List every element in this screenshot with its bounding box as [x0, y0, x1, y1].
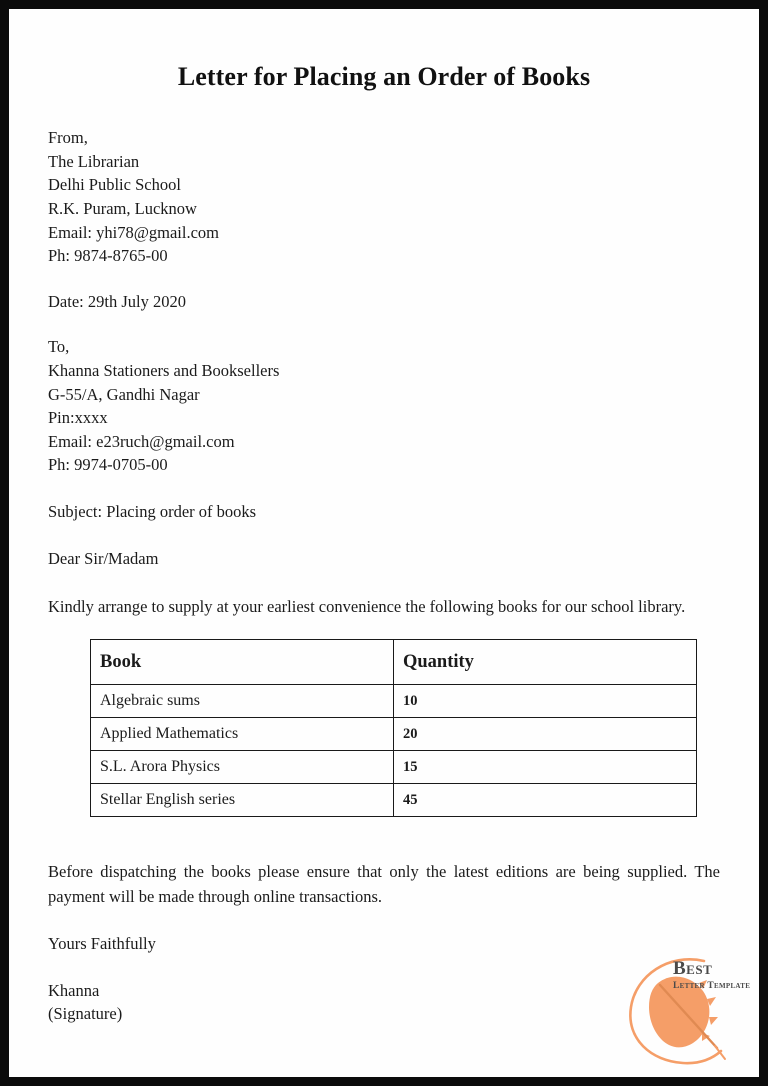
sender-line-street: R.K. Puram, Lucknow: [48, 198, 197, 218]
letter-sheet: [9, 9, 759, 1077]
recipient-line-pin: Pin:xxxx: [48, 408, 108, 428]
sender-line-designation: The Librarian: [48, 151, 140, 171]
intro-paragraph: Kindly arrange to supply at your earliest convenience the following books for our school library.: [48, 597, 686, 617]
brand-tagline: Letter Template: [673, 981, 751, 991]
sender-line-email: Email: yhi78@gmail.com: [48, 222, 220, 242]
cell-book-name: Applied Mathematics: [91, 718, 394, 751]
cell-book-quantity: 20: [394, 718, 697, 751]
sender-address-block: [48, 126, 720, 268]
table-row: [91, 685, 697, 718]
recipient-line-phone: Ph: 9974-0705-00: [48, 455, 168, 475]
sender-line-phone: Ph: 9874-8765-00: [48, 246, 168, 266]
cell-book-name: Algebraic sums: [91, 685, 394, 718]
page-title: Letter for Placing an Order of Books: [177, 62, 591, 91]
cell-book-quantity: 15: [394, 751, 697, 784]
subject-line: Subject: Placing order of books: [48, 501, 257, 521]
column-header-book: Book: [91, 640, 394, 685]
recipient-line-street: G-55/A, Gandhi Nagar: [48, 384, 200, 404]
table-header-row: [91, 640, 697, 685]
brand-text: [673, 959, 750, 992]
recipient-line-email: Email: e23ruch@gmail.com: [48, 431, 235, 451]
brand-name: Best: [673, 958, 713, 979]
cell-book-name: Stellar English series: [91, 784, 394, 817]
closing-paragraph: Before dispatching the books please ensure that only the latest editions are being supplied. The payment will be made through online transactions.: [48, 862, 720, 907]
sender-line-organization: Delhi Public School: [48, 175, 181, 195]
signature-note: (Signature): [48, 1004, 123, 1024]
column-header-quantity: Quantity: [394, 640, 697, 685]
sender-line-from: From,: [48, 128, 88, 148]
cell-book-name: S.L. Arora Physics: [91, 751, 394, 784]
table-row: [91, 751, 697, 784]
cell-book-quantity: 10: [394, 685, 697, 718]
recipient-address-block: [48, 335, 720, 477]
order-table-container: [48, 639, 720, 817]
recipient-line-to: To,: [48, 337, 70, 357]
sign-off: Yours Faithfully: [48, 934, 156, 954]
cell-book-quantity: 45: [394, 784, 697, 817]
signer-name: Khanna: [48, 980, 100, 1000]
table-row: [91, 718, 697, 751]
recipient-line-organization: Khanna Stationers and Booksellers: [48, 360, 280, 380]
order-table: [90, 639, 697, 817]
brand-watermark: [611, 947, 753, 1069]
table-row: [91, 784, 697, 817]
salutation: Dear Sir/Madam: [48, 548, 159, 568]
letter-date: Date: 29th July 2020: [48, 291, 186, 311]
